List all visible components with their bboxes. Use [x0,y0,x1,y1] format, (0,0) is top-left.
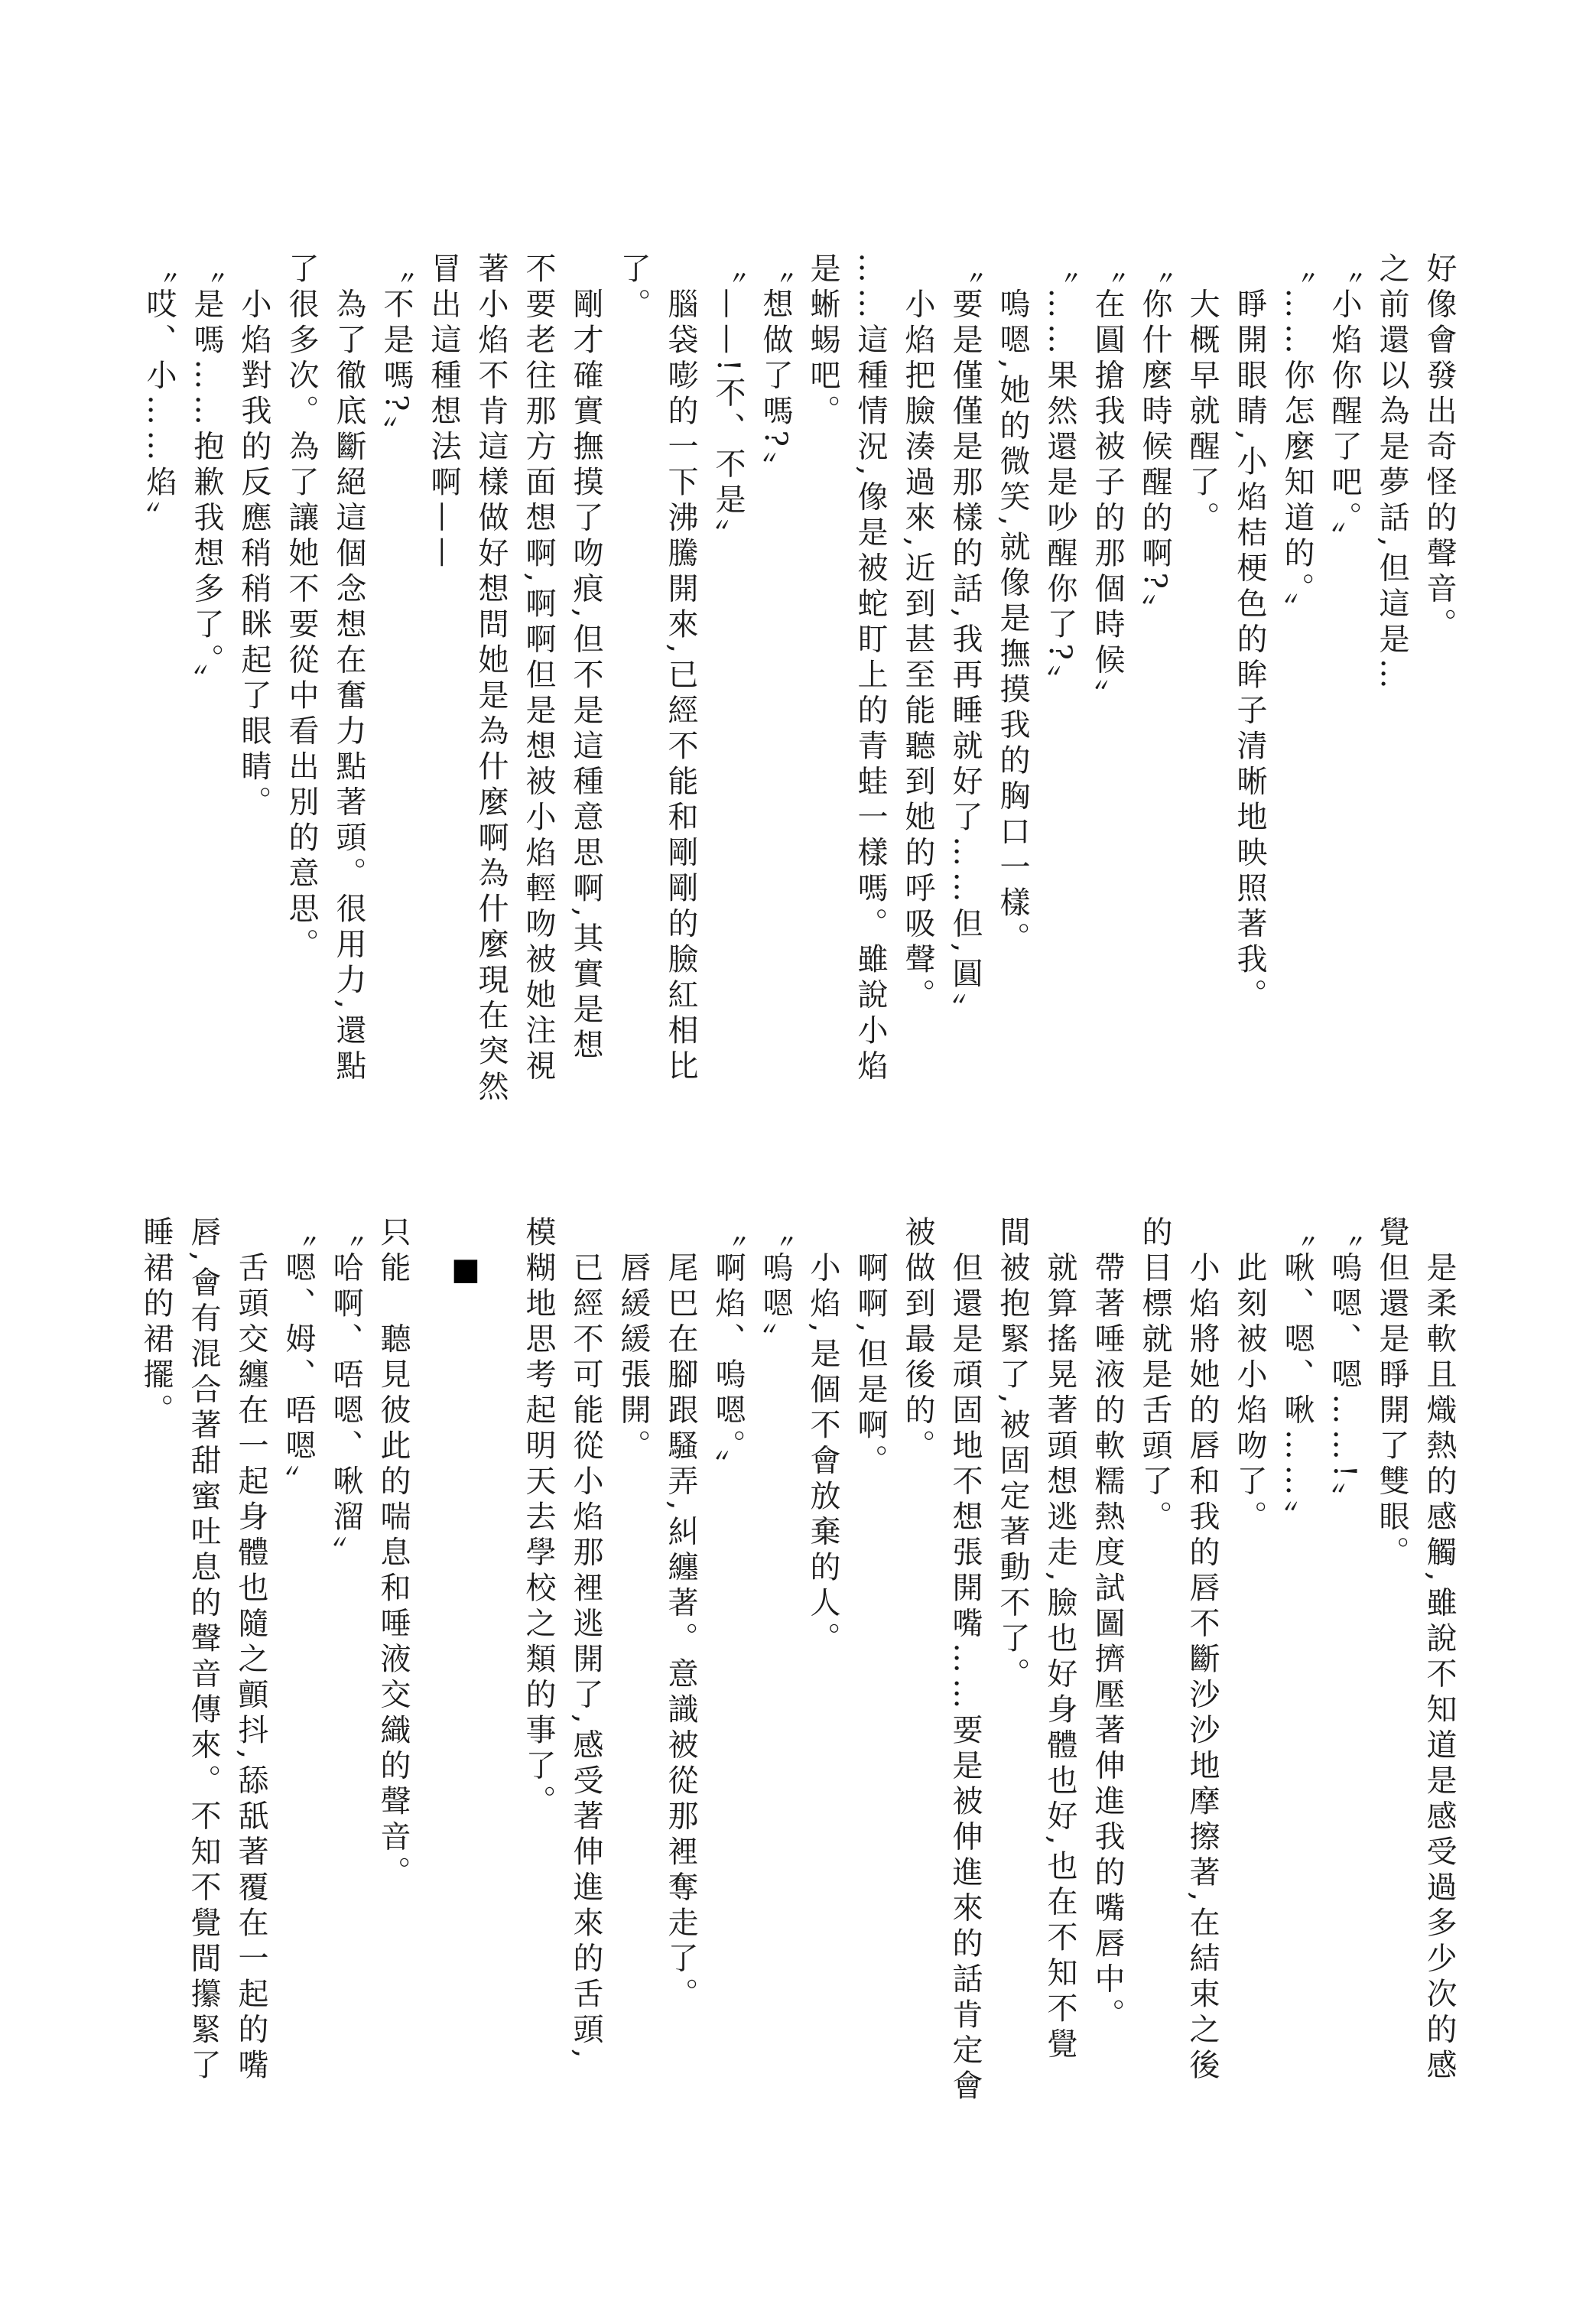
text-column: 尾巴在腳跟騷弄,糾纏著。意識被從那裡奪走了。 [663,1216,698,2014]
text-column: 唇緩緩張開。 [616,1216,651,1465]
text-column: 〝——!不、不是〟 [710,252,746,554]
text-column: 〝……果然還是吵醒你了?〟 [1042,252,1077,700]
text-column: 〝想做了嗎?〟 [758,252,793,487]
text-column: 是蜥蜴吧。 [805,252,840,431]
text-column: 睜開眼睛,小焰桔梗色的眸子清晰地映照著我。 [1232,252,1267,1014]
text-column: 不要老往那方面想啊,啊啊但是想被小焰輕吻被她注視 [521,252,556,1085]
text-column: 小焰把臉湊過來,近到甚至能聽到她的呼吸聲。 [900,252,935,1014]
text-column: 小焰將她的唇和我的唇不斷沙沙地摩擦著,在結束之後 [1185,1216,1220,2085]
text-column: 〝……你怎麼知道的。〟 [1279,252,1315,629]
text-column: 此刻被小焰吻了。 [1232,1216,1267,1536]
text-column: 〝在圓搶我被子的那個時候〟 [1090,252,1125,715]
text-column: 覺但還是睜開了雙眼。 [1374,1216,1409,1572]
text-column: 的目標就是舌頭了。 [1137,1216,1172,1536]
text-column: 但還是頑固地不想張開嘴……要是被伸進來的話肯定會 [947,1216,983,2105]
text-column: 了。 [616,252,651,323]
text-column: 〝啊焰、嗚嗯。〟 [710,1216,746,1485]
top-text-block [135,252,1463,1109]
bottom-text-block [132,1216,1463,2111]
text-column: 〝不是嗎?〟 [379,252,414,452]
text-column: 〝嗚嗯〟 [758,1216,793,1358]
text-column: 好像會發出奇怪的聲音。 [1422,252,1457,644]
text-column: 〝嗯、姆、唔嗯〟 [281,1216,316,1500]
text-column: 之前還以為是夢話,但這是… [1374,252,1409,694]
text-column: 嗚嗯,她的微笑,就像是撫摸我的胸口一樣。 [995,252,1030,957]
text-column: 被做到最後的。 [900,1216,935,1465]
text-column: 已經不可能從小焰那裡逃開了,感受著伸進來的舌頭, [568,1216,603,2063]
text-column: 〝你什麼時候醒的啊?〟 [1137,252,1172,629]
text-column: 模糊地思考起明天去學校之類的事了。 [521,1216,556,1821]
text-column: 為了徹底斷絕這個念想在奮力點著頭。很用力,還點 [331,252,366,1085]
text-column: 啊啊,但是啊。 [853,1216,888,1480]
text-column: 只能 聽見彼此的喘息和唾液交織的聲音。 [375,1216,411,1892]
text-column: 了很多次。為了讓她不要從中看出別的意思。 [284,252,319,964]
text-column: 〝是嗎……抱歉我想多了。〟 [189,252,224,700]
text-column: 〝要是僅僅是那樣的話,我再睡就好了……但,圓〟 [947,252,983,1029]
text-column: 大概早就醒了。 [1185,252,1220,537]
text-column: 帶著唾液的軟糯熱度試圖擠壓著伸進我的嘴唇中。 [1090,1216,1125,2034]
text-column: 間被抱緊了,被固定著動不了。 [995,1216,1030,1693]
text-column: 就算搖晃著頭想逃走,臉也好身體也好,也在不知不覺 [1042,1216,1077,2063]
text-column: 剛才確實撫摸了吻痕,但不是這種意思啊,其實是想 [568,252,603,1064]
text-column: 著小焰不肯這樣做好想問她是為什麼啊為什麼現在突然 [473,252,509,1106]
text-column: 冒出這種想法啊—— [426,252,461,573]
text-column: 腦袋嘭的一下沸騰開來,已經不能和剛剛的臉紅相比 [663,252,698,1085]
text-column: 舌頭交纏在一起身體也隨之顫抖,舔舐著覆在一起的嘴 [233,1216,268,2085]
text-column: 〝啾、嗯、啾……〟 [1279,1216,1315,1536]
section-separator-square: ■ [448,1252,483,1292]
text-column: 唇,會有混合著甜蜜吐息的聲音傳來。不知不覺間攥緊了 [186,1216,221,2085]
text-column: 〝小焰你醒了吧。〟 [1327,252,1362,557]
text-column: 小焰對我的反應稍稍眯起了眼睛。 [236,252,271,821]
text-column: 〝嗚嗯、嗯……!〟 [1327,1216,1362,1518]
text-column: 〝哈啊、唔嗯、啾溜〟 [328,1216,363,1572]
text-column: 〝哎、小……焰〟 [141,252,177,537]
text-column: 是柔軟且熾熱的感觸,雖說不知道是感受過多少次的感 [1422,1216,1457,2085]
text-column: ……這種情況,像是被蛇盯上的青蛙一樣嗎。雖說小焰 [853,252,888,1085]
text-column: 小焰,是個不會放棄的人。 [805,1216,840,1658]
text-column: 睡裙的裙擺。 [138,1216,174,1429]
